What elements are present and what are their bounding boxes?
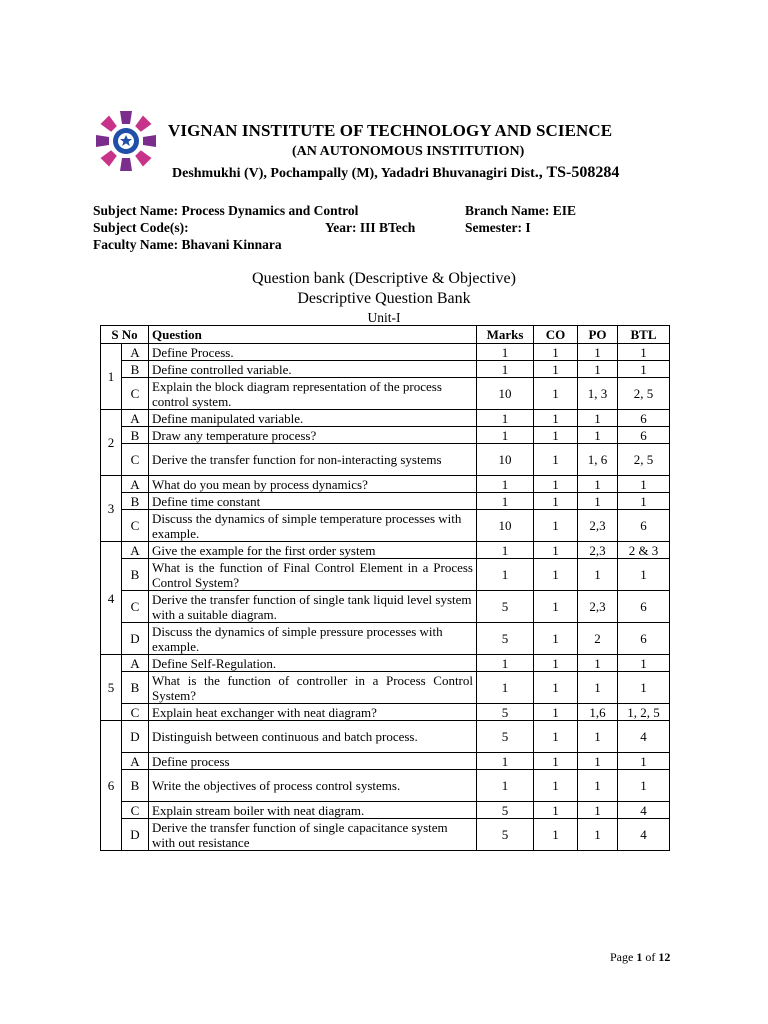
row-btl: 4: [618, 802, 670, 819]
row-co: 1: [534, 542, 578, 559]
row-po: 1: [578, 559, 618, 591]
row-marks: 1: [477, 476, 534, 493]
institute-name: VIGNAN INSTITUTE OF TECHNOLOGY AND SCIENCE: [168, 121, 613, 140]
row-label: C: [122, 591, 149, 623]
table-row: [101, 476, 670, 493]
row-marks: 1: [477, 410, 534, 427]
group-number: 4: [101, 542, 122, 655]
branch-name: Branch Name: EIE: [465, 203, 576, 218]
row-po: 2: [578, 623, 618, 655]
row-label: C: [122, 444, 149, 476]
row-question: Define Self-Regulation.: [149, 655, 477, 672]
row-question: Write the objectives of process control systems.: [149, 770, 477, 802]
descriptive-title: Descriptive Question Bank: [297, 290, 471, 307]
row-po: 1: [578, 493, 618, 510]
row-label: A: [122, 542, 149, 559]
row-label: B: [122, 672, 149, 704]
table-row: [101, 819, 670, 851]
row-btl: 2, 5: [618, 444, 670, 476]
row-po: 1, 6: [578, 444, 618, 476]
row-question: What do you mean by process dynamics?: [149, 476, 477, 493]
row-po: 1: [578, 753, 618, 770]
row-co: 1: [534, 753, 578, 770]
row-po: 1,6: [578, 704, 618, 721]
row-label: A: [122, 344, 149, 361]
row-marks: 5: [477, 819, 534, 851]
row-btl: 2, 5: [618, 378, 670, 410]
row-question: Derive the transfer function of single tank liquid level system with a suitable diagram.: [149, 591, 477, 623]
row-question: What is the function of controller in a Process Control System?: [149, 672, 477, 704]
header-po: PO: [578, 326, 618, 344]
row-btl: 1, 2, 5: [618, 704, 670, 721]
of-word: of: [645, 950, 656, 964]
row-label: C: [122, 510, 149, 542]
row-question: Derive the transfer function of single capacitance system with out resistance: [149, 819, 477, 851]
row-co: 1: [534, 591, 578, 623]
row-po: 1, 3: [578, 378, 618, 410]
row-po: 1: [578, 819, 618, 851]
table-row: [101, 623, 670, 655]
row-co: 1: [534, 410, 578, 427]
table-row: [101, 753, 670, 770]
row-po: 2,3: [578, 591, 618, 623]
subject-code: Subject Code(s):: [93, 220, 189, 235]
year: Year: III BTech: [325, 220, 416, 235]
group-number: 2: [101, 410, 122, 476]
row-btl: 4: [618, 819, 670, 851]
table-row: [101, 721, 670, 753]
row-label: D: [122, 721, 149, 753]
page-total: 12: [658, 950, 671, 964]
row-question: Distinguish between continuous and batch process.: [149, 721, 477, 753]
row-btl: 1: [618, 770, 670, 802]
row-co: 1: [534, 672, 578, 704]
pincode: ., TS-508284: [534, 164, 620, 181]
row-question: Explain the block diagram representation of the process control system.: [149, 378, 477, 410]
row-label: A: [122, 655, 149, 672]
row-question: Define Process.: [149, 344, 477, 361]
subject-name: Subject Name: Process Dynamics and Control: [93, 203, 359, 218]
row-btl: 1: [618, 476, 670, 493]
row-btl: 1: [618, 753, 670, 770]
table-row: [101, 655, 670, 672]
group-number: 5: [101, 655, 122, 721]
table-row: [101, 444, 670, 476]
row-question: What is the function of Final Control Element in a Process Control System?: [149, 559, 477, 591]
row-co: 1: [534, 444, 578, 476]
row-po: 2,3: [578, 510, 618, 542]
row-question: Explain stream boiler with neat diagram.: [149, 802, 477, 819]
institute-address: [172, 164, 619, 182]
row-marks: 1: [477, 427, 534, 444]
table-row: [101, 493, 670, 510]
row-marks: 5: [477, 802, 534, 819]
row-label: D: [122, 623, 149, 655]
table-row: [101, 344, 670, 361]
row-marks: 1: [477, 344, 534, 361]
table-row: [101, 770, 670, 802]
row-label: C: [122, 802, 149, 819]
row-label: A: [122, 410, 149, 427]
row-marks: 1: [477, 542, 534, 559]
row-marks: 10: [477, 378, 534, 410]
row-co: 1: [534, 623, 578, 655]
row-question: Discuss the dynamics of simple temperature processes with example.: [149, 510, 477, 542]
row-btl: 4: [618, 721, 670, 753]
table-row: [101, 672, 670, 704]
question-bank-title: Question bank (Descriptive & Objective): [252, 270, 516, 287]
row-marks: 5: [477, 623, 534, 655]
row-label: B: [122, 770, 149, 802]
table-row: [101, 427, 670, 444]
row-question: Discuss the dynamics of simple pressure processes with example.: [149, 623, 477, 655]
group-number: 3: [101, 476, 122, 542]
row-label: B: [122, 559, 149, 591]
row-btl: 6: [618, 591, 670, 623]
page-footer: [610, 950, 670, 965]
row-marks: 5: [477, 704, 534, 721]
row-marks: 10: [477, 510, 534, 542]
page-word: Page: [610, 950, 634, 964]
group-number: 1: [101, 344, 122, 410]
row-marks: 5: [477, 721, 534, 753]
group-number: 6: [101, 721, 122, 851]
row-btl: 1: [618, 344, 670, 361]
row-label: A: [122, 753, 149, 770]
table-row: [101, 410, 670, 427]
table-row: [101, 361, 670, 378]
row-po: 1: [578, 361, 618, 378]
table-header-row: [101, 326, 670, 344]
row-po: 1: [578, 344, 618, 361]
row-question: Draw any temperature process?: [149, 427, 477, 444]
row-marks: 1: [477, 361, 534, 378]
row-po: 1: [578, 770, 618, 802]
row-co: 1: [534, 721, 578, 753]
header-co: CO: [534, 326, 578, 344]
row-btl: 1: [618, 493, 670, 510]
row-btl: 1: [618, 361, 670, 378]
row-po: 1: [578, 721, 618, 753]
row-question: Define process: [149, 753, 477, 770]
row-question: Define time constant: [149, 493, 477, 510]
header-question: Question: [149, 326, 477, 344]
row-btl: 1: [618, 559, 670, 591]
institute-subtitle: (AN AUTONOMOUS INSTITUTION): [292, 144, 525, 159]
row-co: 1: [534, 361, 578, 378]
row-question: Explain heat exchanger with neat diagram?: [149, 704, 477, 721]
semester: Semester: I: [465, 220, 531, 235]
row-btl: 6: [618, 623, 670, 655]
row-question: Define controlled variable.: [149, 361, 477, 378]
row-btl: 6: [618, 427, 670, 444]
table-row: [101, 542, 670, 559]
row-label: B: [122, 427, 149, 444]
row-marks: 1: [477, 672, 534, 704]
row-marks: 1: [477, 493, 534, 510]
row-po: 1: [578, 427, 618, 444]
table-row: [101, 802, 670, 819]
header-marks: Marks: [477, 326, 534, 344]
row-po: 1: [578, 802, 618, 819]
row-co: 1: [534, 344, 578, 361]
unit-title: Unit-I: [367, 310, 401, 325]
address-text: Deshmukhi (V), Pochampally (M), Yadadri Bhuvanagiri Dist: [172, 166, 535, 181]
row-co: 1: [534, 427, 578, 444]
row-question: Derive the transfer function for non-interacting systems: [149, 444, 477, 476]
row-marks: 1: [477, 655, 534, 672]
faculty-name: Faculty Name: Bhavani Kinnara: [93, 237, 282, 252]
table-row: [101, 559, 670, 591]
row-co: 1: [534, 510, 578, 542]
table-row: [101, 704, 670, 721]
row-po: 1: [578, 655, 618, 672]
row-marks: 10: [477, 444, 534, 476]
row-marks: 1: [477, 753, 534, 770]
row-btl: 6: [618, 410, 670, 427]
row-co: 1: [534, 655, 578, 672]
row-label: D: [122, 819, 149, 851]
row-co: 1: [534, 704, 578, 721]
row-marks: 5: [477, 591, 534, 623]
institute-logo: [95, 110, 157, 172]
row-question: Give the example for the first order system: [149, 542, 477, 559]
row-label: B: [122, 361, 149, 378]
row-co: 1: [534, 819, 578, 851]
page-number: 1: [636, 950, 643, 964]
row-label: C: [122, 378, 149, 410]
row-co: 1: [534, 770, 578, 802]
row-marks: 1: [477, 770, 534, 802]
row-po: 1: [578, 410, 618, 427]
table-row: [101, 510, 670, 542]
row-label: C: [122, 704, 149, 721]
row-question: Define manipulated variable.: [149, 410, 477, 427]
row-po: 2,3: [578, 542, 618, 559]
row-btl: 2 & 3: [618, 542, 670, 559]
row-btl: 1: [618, 655, 670, 672]
row-po: 1: [578, 672, 618, 704]
header-btl: BTL: [618, 326, 670, 344]
row-co: 1: [534, 476, 578, 493]
row-marks: 1: [477, 559, 534, 591]
row-co: 1: [534, 559, 578, 591]
row-btl: 1: [618, 672, 670, 704]
row-label: A: [122, 476, 149, 493]
row-co: 1: [534, 378, 578, 410]
row-label: B: [122, 493, 149, 510]
question-table: [100, 325, 670, 851]
header-sno: S No: [101, 326, 149, 344]
table-row: [101, 378, 670, 410]
row-co: 1: [534, 802, 578, 819]
row-po: 1: [578, 476, 618, 493]
row-btl: 6: [618, 510, 670, 542]
table-row: [101, 591, 670, 623]
row-co: 1: [534, 493, 578, 510]
